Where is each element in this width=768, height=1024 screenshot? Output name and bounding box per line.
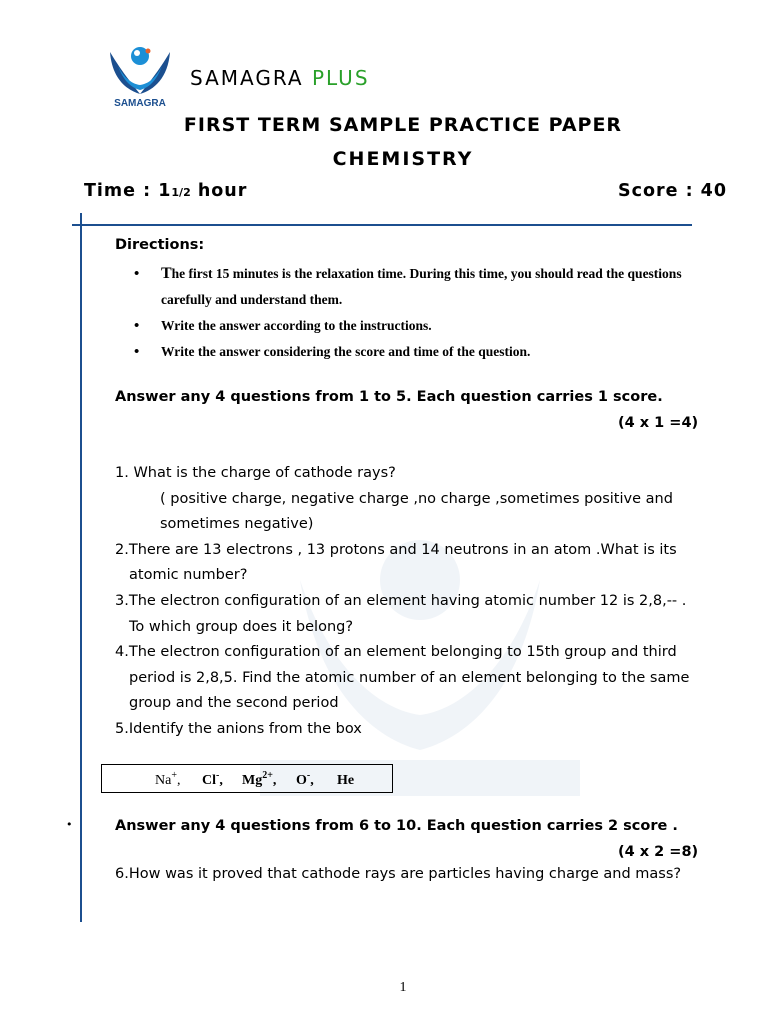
margin-rule [80,213,82,922]
question-line: atomic number? [129,567,248,584]
directions-list [134,261,734,365]
time-fraction: 1/2 [171,186,191,199]
subject-title: CHEMISTRY [332,148,474,170]
bullet-icon: • [66,818,73,831]
section2-instruction: Answer any 4 questions from 6 to 10. Each question carries 2 score . [115,818,678,834]
question-line: 3.The electron configuration of an element having atomic number 12 is 2,8,-- . [115,592,687,609]
direction-text: Write the answer considering the score and time of the question. [161,344,531,359]
samagra-logo [104,44,176,110]
ion-o: O-, [296,770,314,788]
section2-marks: (4 x 2 =8) [618,844,699,860]
time-unit: hour [190,181,248,201]
paper-title: FIRST TERM SAMPLE PRACTICE PAPER [183,114,623,136]
direction-text: Write the answer according to the instructions. [161,318,432,333]
direction-lead: T [161,265,172,282]
ion-cl: Cl-, [202,770,223,788]
list-item [134,261,734,313]
ion-na: Na+, [155,770,181,788]
question-line: 5.Identify the anions from the box [115,720,362,737]
question-line: 2.There are 13 electrons , 13 protons and 14 neutrons in an atom .What is its [115,541,677,558]
question-line: 6.How was it proved that cathode rays are particles having charge and mass? [115,866,682,882]
header-rule [72,224,692,226]
directions-heading: Directions: [115,237,205,253]
question-line: sometimes negative) [160,516,314,533]
bullet-icon: • [134,318,140,334]
brand-plus: PLUS [311,66,370,90]
question-line: 1. What is the charge of cathode rays? [115,465,396,481]
section1-instruction: Answer any 4 questions from 1 to 5. Each question carries 1 score. [115,389,663,405]
list-item [134,339,734,365]
question-line: To which group does it belong? [129,618,354,635]
question-line: 4.The electron configuration of an element belonging to 15th group and third [115,644,677,661]
question-line: group and the second period [129,695,339,712]
ion-box [101,764,393,793]
question-line: ( positive charge, negative charge ,no charge ,sometimes positive and [160,490,673,507]
direction-text: he first 15 minutes is the relaxation time. During this time, you should read the questions carefully and understand them. [161,266,682,307]
bullet-icon: • [134,344,140,360]
brand-main: SAMAGRA [190,66,304,90]
bullet-icon: • [134,266,140,282]
total-score: Score : 40 [618,181,728,201]
list-item [134,313,734,339]
section1-marks: (4 x 1 =4) [618,415,699,431]
questions-list [115,461,745,743]
time-label: Time : 1 [84,181,172,201]
ion-mg: $Mg^{2+}$, [242,770,277,788]
page-number: 1 [399,980,407,995]
question-line: period is 2,8,5. Find the atomic number of an element belonging to the same [129,669,690,686]
brand-name [190,66,370,90]
time-allowed [84,181,247,201]
logo-wordmark: SAMAGRA [114,98,166,109]
ion-he: He [337,773,355,788]
